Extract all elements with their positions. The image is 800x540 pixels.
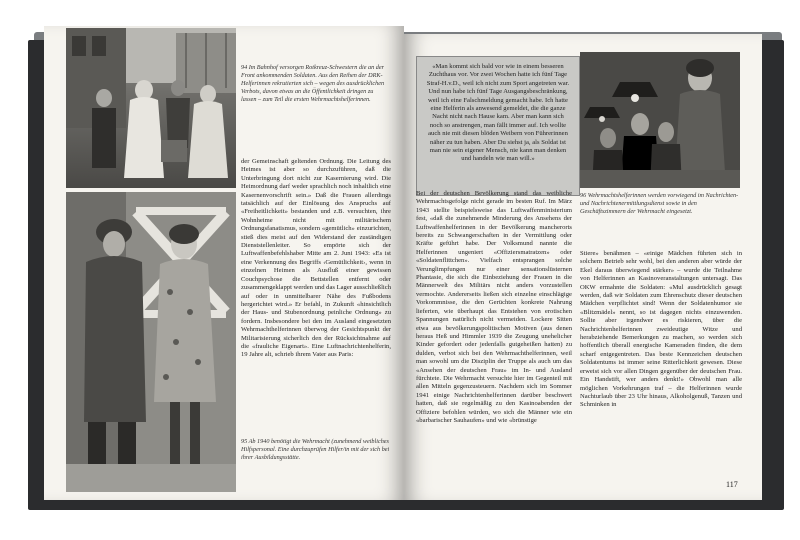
right-body-text [416,190,572,490]
left-body-paragraph: der Gemeinschaft geltenden Ordnung. Die Leitung des Heimes ist aber so durchzuführen, daß die Unterbringung dort nicht zur Kasernierung wird. Die Heimordnung darf weder sprachlich noch inhaltlich eine Kasernenvorschrift sein.» Daß die Frauen allerdings tatsächlich auf der Einlösung des Anspruchs auf «Freiheitlichkeit» bestanden und z.B. versuchten, ihre Wohnheime nicht mit militärischem Ordnungsfanatismus, sondern «gemütlich» einzurichten, stieß dies meist auf den Widerstand der zuständigen Dienststellenleiter. So empörte sich der Luftwaffenbefehlshaber Mitte am 2. Juni 1943: «Es ist eine Verkennung des Begriffs ‹Gemütlichkeit›, wenn in einzelnen Heimen als Ausfluß einer gewissen Couchpsychose die Bettstellen entfernt oder zusammengeklappt werden und das Lager ausschließlich auf oder in unmittelbarer Nähe des Fußbodens hergerichtet wird.» Er befahl, in Zukunft «hinsichtlich der Haus- und Stubenordnung peinliche Ordnung» zu fordern. Insbesondere bei den im Ausland eingesetzten Wehrmachthelferinnen überwog der Gesichtspunkt der Militarisierung sicherlich den der Rücksichtnahme auf die «frauliche Eigenart». Eine Luftnachrichtenhelferin, 19 Jahre alt, schrieb ihrem Vater aus Paris: [241,158,391,359]
quote-text: «Man kommt sich bald vor wie in einem besseren Zuchthaus vor. Vor zwei Wochen hatte ich fünf Tage Straf-H.v.D., weil ich nicht zum Sport angetreten war. Und nun habe ich fünf Tage Ausgangsbeschränkung, weil ich eine Falschmeldung gemacht habe. Ich hatte eine Helferin als anwesend gemeldet, die die ganze Nacht nicht nach Hause kam. Aber man kann sich noch so anstrengen, man fällt immer auf. Ich wollte auch nie mit diesen blöden Weibern von Führerinnen näher zu tun haben. Aber Du siehst ja, als Soldat ist man nie sein eigener Mensch, nie kann man denken und handeln wie man will.» [426,63,570,163]
photo-94-red-cross-nurses [66,28,236,188]
photo-94-illustration [66,28,236,188]
page-number: 117 [726,480,738,489]
right-body-text-2 [580,250,742,482]
right-body-paragraph-2: Stiere» benähmen – «einige Mädchen führten sich in solchem Betrieb sehr wohl, bei den anderen aber würde der Ekel daraus überwiegend stärker» – wurde die Teilnahme von Helferinnen an Kasinoveranstaltungen untersagt. Das OKW ermahnte die Soldaten: «Mul ausdrücklich gesagt werden, daß wir Soldaten zum Ehrenschutz dieser deutschen Mädchen verpflichtet sind! Wenn der Soldatenhumor sie «Blitzmädel» nennt, so ist dagegen nichts einzuwenden. Sollte aber irgendwer es riskieren, über die Nachrichtenhelferinnen zweideutige Witze und herabziehende Bemerkungen zu machen, so werden sich hoffentlich überall energische Kameraden finden, die dem scharf entgegentreten. Das beste Kennzeichen deutschen Soldatentums ist immer seine Ritterlichkeit gewesen. Diese erweist sich vor allen Dingen gegenüber der deutschen Frau. Ein Handstift, wer anders denkt!» Obwohl man alle möglichen Vorkehrungen traf – die Helferinnen wurde Nachturlaub über 23 Uhr hinaus, Alkoholgenuß, Tanzen und Schminken in [580,250,742,409]
left-page [44,26,404,500]
right-body-paragraph: Bei der deutschen Bevölkerung stand das weibliche Wehrmachtsgefolge nicht gerade im besten Ruf. Im März 1943 stellte beispielsweise das Luftwaffenministerium fest, «daß die zunehmende Minderung des Ansehens der Luftwaffenhelferinnen in der Bevölkerung mancherorts bereits zu Schwangerschaften in der Vermittlung oder Kräfte geführt habe. Der Volksmund nannte die Helferinnen ungeniert «Offiziersmatratzen» oder «Soldatenflittchen». Vielfach entsprangen solche Verunglimpfungen nur einer sensationslüsternen Phantasie, die sich die Einbeziehung der Frauen in die Männerwelt des Militärs nicht anders vorzustellen vermochte. Andererseits ließen sich einzelne einschlägige Vorkommnisse, die den Gerüchten konkrete Nahrung lieferten, wie überhaupt das Entstehen von erotischen Spannungen natürlich nicht vermeiden. Lockere Sitten etwa aus bevölkerungspolitischen Motiven (aus denen heraus Heß und Himmler 1939 die Zeugung unehelicher Kinder gefordert oder jedenfalls gutgeheißen hatten) zu dulden, verbot sich bei den Wehrmachthelferinnen, weil man sowohl um die Disziplin der Truppe als auch um das «Ansehen der deutschen Frau» im In- und Ausland fürchtete. Die Wehrmacht versuchte hier im Gegenteil mit allen Mitteln gegenzusteuern. Nachdem sich im Sommer 1941 einige Nachrichtenhelferinnen darüber beschwert hatten, daß sie regelmäßig zu den Kasinoabenden der Offiziere befohlen würden, wo sich die Männer wie ein «barbarischer Sauhaufen» und wie «brünstige [416,190,572,424]
caption-95: 95 Ab 1940 benötigt die Wehrmacht (zunehmend weibliches Hilfspersonal. Eine durchzuprüfen Hilfer/in mit der sich bei ihrer Ausbildungsstätte. [241,438,390,461]
photo-96-signals-helpers [580,52,740,188]
right-page [404,34,762,500]
photo-95-illustration [66,192,236,492]
caption-96: 96 Wehrmachtshelferinnen werden vorwiegend im Nachrichten- und Nachrichtenermittlungsdienst sowie in den Geschäftszimmern der Wehrmacht eingesetzt. [580,192,739,215]
quote-box [416,56,580,196]
caption-94: 94 Im Bahnhof versorgen Rotkreuz-Schwestern die an der Front ankommenden Soldaten. Aus den Reihen der DRK-Helferinnen rekrutierten sich – wegen des ausdrücklichen Verbots, davon etwas an die Öffentlichkeit dringen zu lassen – zum Teil die ersten Wehrmachtshelferinnen. [241,64,385,103]
book [14,22,784,510]
photo-95-soldier-and-helper [66,192,236,492]
photo-96-illustration [580,52,740,188]
left-body-text [241,158,391,398]
